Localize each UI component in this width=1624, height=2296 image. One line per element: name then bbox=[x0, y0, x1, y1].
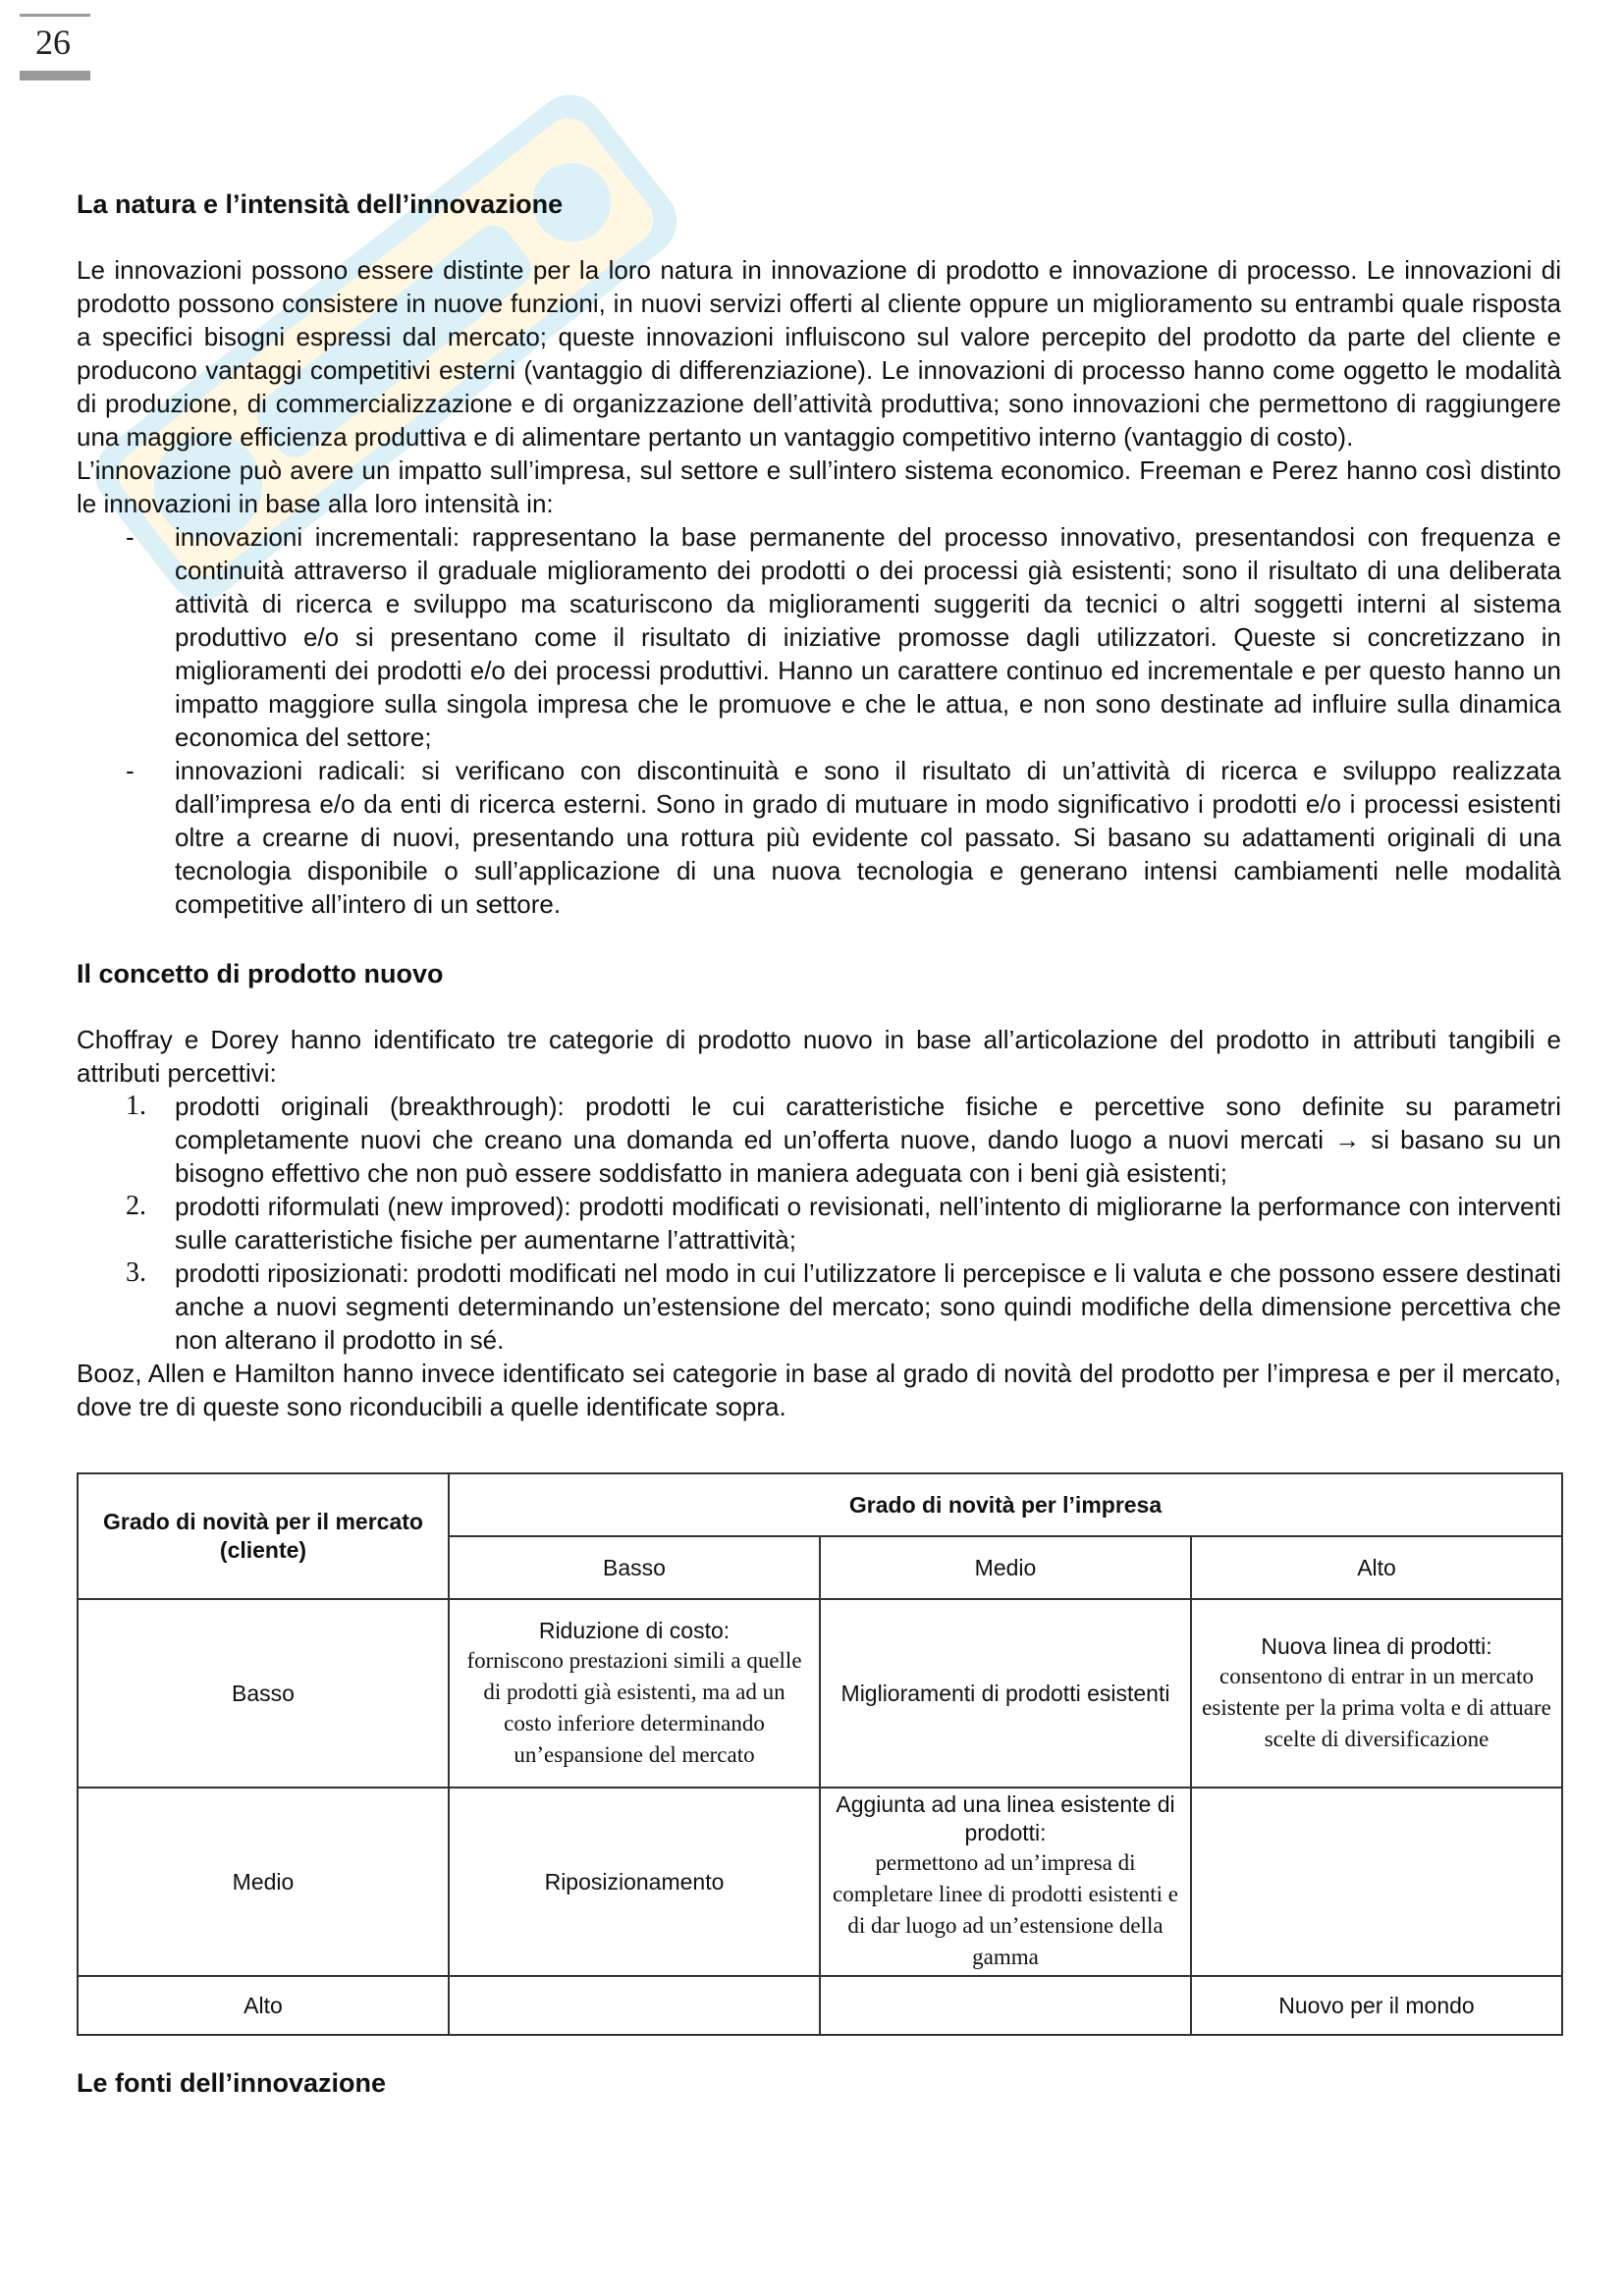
page-number-rule-bottom bbox=[20, 71, 90, 80]
list-item bbox=[77, 754, 1561, 921]
cell-lead: Riposizionamento bbox=[544, 1868, 725, 1895]
table-row bbox=[78, 1599, 1562, 1788]
column-level-header: Medio bbox=[820, 1536, 1191, 1599]
product-categories-list bbox=[77, 1090, 1561, 1357]
cell-body: forniscono prestazioni simili a quelle di prodotti già esistenti, ma ad un costo inferiore determinando un’espansione del mercato bbox=[466, 1647, 802, 1767]
list-item bbox=[77, 1090, 1561, 1190]
table-row bbox=[78, 1788, 1562, 1976]
paragraph: L’innovazione può avere un impatto sull’impresa, sul settore e sull’intero sistema economico. Freeman e Perez hanno così distinto le innovazioni in base alla loro intensità in: bbox=[77, 455, 1561, 518]
cell-lead: Nuovo per il mondo bbox=[1278, 1992, 1475, 2018]
column-level-header: Alto bbox=[1191, 1536, 1562, 1599]
list-item-text: prodotti riformulati (new improved): prodotti modificati o revisionati, nell’intento di migliorarne la performance con interventi sulle caratteristiche fisiche per aumentarne l’attrattività; bbox=[175, 1192, 1561, 1255]
page-number: 26 bbox=[35, 23, 71, 62]
document-body bbox=[77, 187, 1561, 2101]
cell-body: consentono di entrar in un mercato esistente per la prima volta e di attuare scelte di diversificazione bbox=[1202, 1663, 1551, 1751]
table-row bbox=[78, 1976, 1562, 2035]
cell-lead: Riduzione di costo: bbox=[538, 1617, 731, 1643]
novelty-matrix-table bbox=[77, 1472, 1563, 2036]
list-number: 2. bbox=[126, 1191, 146, 1221]
table-cell bbox=[820, 1788, 1191, 1976]
right-arrow-icon: → bbox=[1334, 1125, 1361, 1154]
table-cell bbox=[1191, 1599, 1562, 1788]
table-cell bbox=[449, 1788, 820, 1976]
cell-lead: Nuova linea di prodotti: bbox=[1261, 1632, 1492, 1659]
paragraph: Le innovazioni possono essere distinte per la loro natura in innovazione di prodotto e innovazione di processo. Le innovazioni di prodotto possono consistere in nuove funzioni, in nuovi servizi offerti al cliente oppure un miglioramento su entrambi quale risposta a specifici bisogni espressi dal mercato; queste innovazioni influiscono sul valore percepito del prodotto da parte del cliente e producono vantaggi competitivi esterni (vantaggio di differenziazione). Le innovazioni di processo hanno come oggetto le modalità di produzione, di commercializzazione e di organizzazione dell’attività produttiva; sono innovazioni che permettono di raggiungere una maggiore efficienza produttiva e di alimentare pertanto un vantaggio competitivo interno (vantaggio di costo). bbox=[77, 255, 1561, 452]
list-item-text: prodotti originali (breakthrough): prodotti le cui caratteristiche fisiche e percettive sono definite su parametri completamente nuovi che creano una domanda ed un’offerta nuove, dando luogo a nuovi mercati bbox=[175, 1092, 1561, 1154]
list-number: 3. bbox=[126, 1257, 146, 1288]
list-item bbox=[77, 1256, 1561, 1357]
list-item-text: innovazioni incrementali: rappresentano la base permanente del processo innovativo, presentandosi con frequenza e continuità attraverso il graduale miglioramento dei prodotti o dei processi già esistenti; sono il risultato di una deliberata attività di ricerca e sviluppo ma scaturiscono da miglioramenti suggeriti da tecnici o altri soggetti interni al sistema produttivo e/o si presentano come il risultato di iniziative promosse dagli utilizzatori. Queste si concretizzano in miglioramenti dei prodotti e/o dei processi produttivi. Hanno un carattere continuo ed incrementale e per questo hanno un impatto maggiore sulla singola impresa che le promuove e che le attua, e non sono destinate ad influire sulla dinamica economica del settore; bbox=[175, 522, 1561, 752]
row-level-header: Medio bbox=[78, 1788, 449, 1976]
paragraph: Choffray e Dorey hanno identificato tre categorie di prodotto nuovo in base all’articolazione del prodotto in attributi tangibili e attributi percettivi: bbox=[77, 1025, 1561, 1088]
section-heading-sources: Le fonti dell’innovazione bbox=[77, 2068, 387, 2098]
list-item-text: prodotti riposizionati: prodotti modificati nel modo in cui l’utilizzatore li percepisce e li valuta e che possono essere destinati anche a nuovi segmenti determinando un’estensione del mercato; sono quindi modifiche della dimensione percettiva che non alterano il prodotto in sé. bbox=[175, 1258, 1561, 1355]
table-cell bbox=[449, 1599, 820, 1788]
paragraph: Booz, Allen e Hamilton hanno invece identificato sei categorie in base al grado di novità del prodotto per l’impresa e per il mercato, dove tre di queste sono riconducibili a quelle identificate sopra. bbox=[77, 1359, 1561, 1421]
list-item-text: si basano su un bisogno effettivo che non può essere soddisfatto in maniera adeguata con i beni già esistenti; bbox=[175, 1125, 1561, 1188]
section-heading-nature: La natura e l’intensità dell’innovazione bbox=[77, 189, 564, 219]
column-axis-header: Grado di novità per l’impresa bbox=[449, 1473, 1562, 1536]
table-cell bbox=[1191, 1788, 1562, 1976]
column-level-header: Basso bbox=[449, 1536, 820, 1599]
cell-body: permettono ad un’impresa di completare linee di prodotti esistenti e di dar luogo ad un’estensione della gamma bbox=[833, 1850, 1178, 1969]
intensity-list bbox=[77, 520, 1561, 921]
cell-lead: Aggiunta ad una linea esistente di prodotti: bbox=[836, 1791, 1175, 1845]
row-axis-header: Grado di novità per il mercato (cliente) bbox=[78, 1473, 449, 1599]
list-item bbox=[77, 520, 1561, 754]
cell-lead: Miglioramenti di prodotti esistenti bbox=[840, 1680, 1170, 1706]
table-cell bbox=[1191, 1976, 1562, 2035]
table-cell bbox=[449, 1976, 820, 2035]
section-heading-new-product: Il concetto di prodotto nuovo bbox=[77, 959, 444, 988]
row-level-header: Basso bbox=[78, 1599, 449, 1788]
list-bullet: - bbox=[126, 522, 135, 552]
list-item-text: innovazioni radicali: si verificano con discontinuità e sono il risultato di un’attività di ricerca e sviluppo realizzata dall’impresa e/o da enti di ricerca esterni. Sono in grado di mutuare in modo significativo i prodotti e/o i processi esistenti oltre a crearne di nuovi, presentando una rottura più evidente col passato. Si basano su adattamenti originali di una tecnologia disponibile o sull’applicazione di una nuova tecnologia e generano intensi cambiamenti nelle modalità competitive all’intero di un settore. bbox=[175, 756, 1561, 919]
table-cell bbox=[820, 1599, 1191, 1788]
list-bullet: - bbox=[126, 756, 135, 785]
page-number-rule-top bbox=[20, 14, 90, 17]
list-number: 1. bbox=[126, 1091, 146, 1121]
list-item bbox=[77, 1190, 1561, 1256]
row-level-header: Alto bbox=[78, 1976, 449, 2035]
table-cell bbox=[820, 1976, 1191, 2035]
